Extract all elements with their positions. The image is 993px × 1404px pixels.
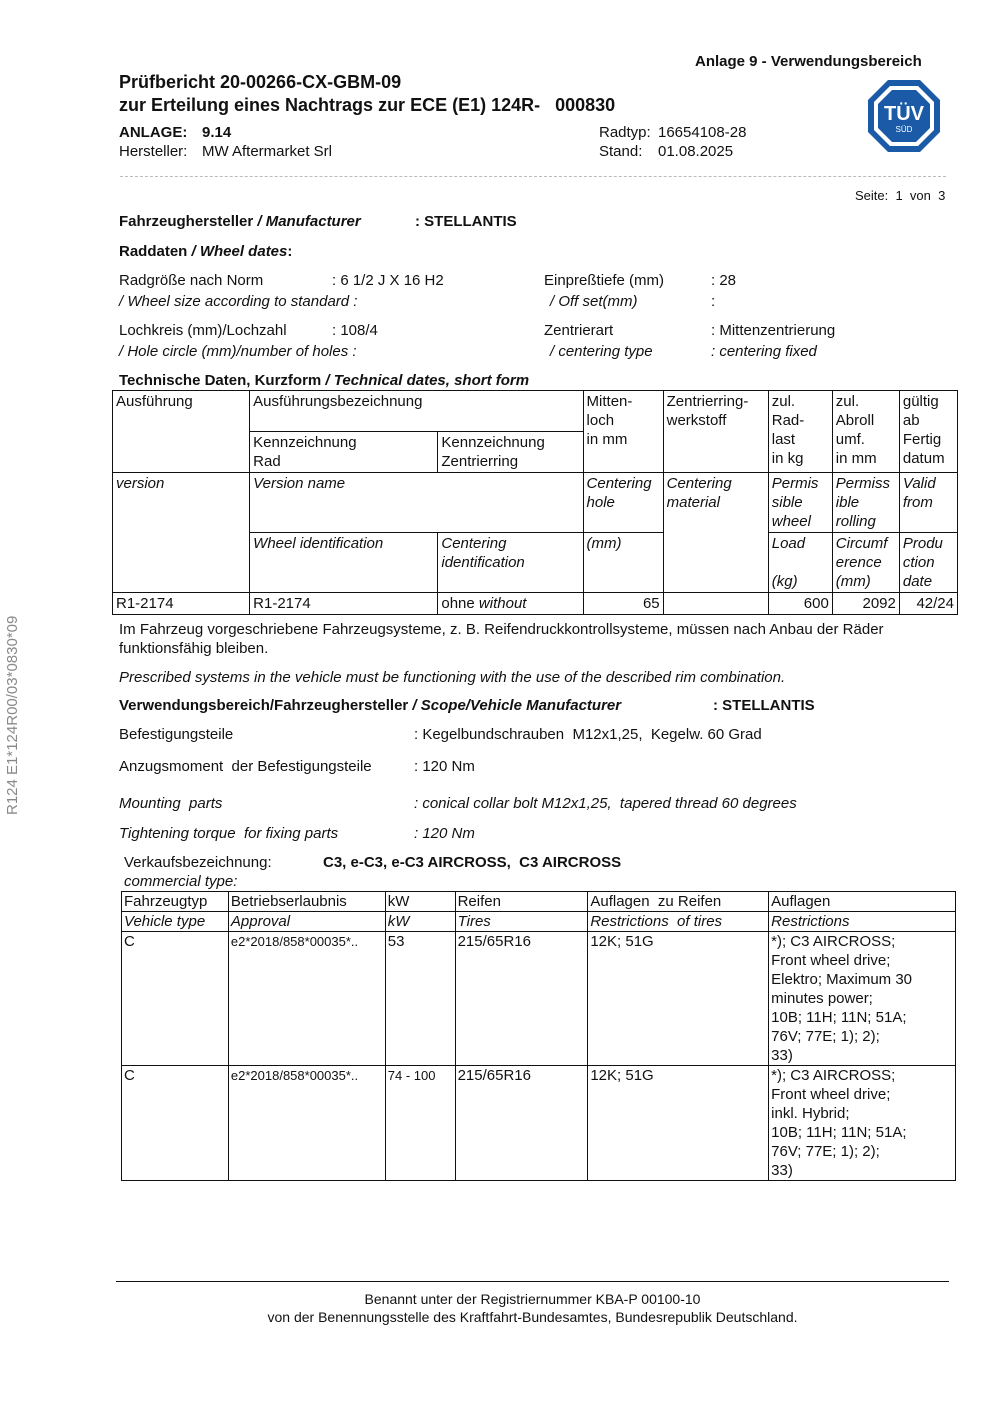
note-de: Im Fahrzeug vorgeschriebene Fahrzeugsysteme, z. B. Reifendruckkontrollsysteme, müssen nach Anbau der Räder funktionsfähig bleiben. [119,621,884,657]
tech-title-de: Technische Daten, Kurzform [119,372,322,389]
cell-typ: C [122,932,229,1066]
th-mittenloch: Mitten- loch in mm [583,391,663,473]
cell-tires: 215/65R16 [455,932,588,1066]
raddaten-title [119,243,292,260]
mounting-value: : conical collar bolt M12x1,25, tapered thread 60 degrees [414,795,797,812]
hersteller-label: Hersteller: [119,143,188,160]
raddaten-title-de: Raddaten [119,243,188,260]
cell-tires: 215/65R16 [455,1066,588,1181]
technical-data-table [112,390,958,615]
radgroesse-value: : 6 1/2 J X 16 H2 [332,272,444,289]
th-gueltig: gültig ab Fertig datum [899,391,957,473]
manufacturer-value: : STELLANTIS [415,213,517,230]
eh-mm: (mm) [583,533,663,593]
side-approval-code: R124 E1*124R00/03*0830*09 [4,615,21,815]
scope-label [119,697,621,714]
stand-value: 01.08.2025 [658,143,734,160]
cell-restrictions: *); C3 AIRCROSS; Front wheel drive; inkl. Hybrid; 10B; 11H; 11N; 51A; 76V; 77E; 1); 2); 33) [769,1066,956,1181]
anlage-value: 9.14 [202,124,232,141]
tightening-label: Tightening torque for fixing parts [119,825,339,842]
zentrier-label: Zentrierart [544,322,614,339]
tuv-sud-logo-icon [866,78,942,154]
eh-valid: Valid from [899,473,957,533]
cell-typ: C [122,1066,229,1181]
th-kennzeichnung-rad: Kennzeichnung Rad [250,432,438,473]
radtyp-label: Radtyp: [599,124,651,141]
th-radlast: zul. Rad- last in kg [768,391,832,473]
manufacturer-label-de: Fahrzeughersteller [119,213,254,230]
vh-kw: kW [385,892,455,912]
logo-sub: SÜD [895,125,913,134]
zentrier-value: : Mittenzentrierung [711,322,836,339]
th-ausfuehrung: Ausführung [113,391,250,473]
header-divider [120,176,946,177]
vh-fahrzeugtyp: Fahrzeugtyp [122,892,229,912]
vh-tires: Tires [455,912,588,932]
footer-divider [116,1281,949,1282]
th-abrollumfang: zul. Abroll umf. in mm [832,391,899,473]
cell-tire-restrictions: 12K; 51G [588,932,769,1066]
cell-approval: e2*2018/858*00035*.. [228,1066,385,1181]
tightening-value: : 120 Nm [414,825,475,842]
scope-label-de: Verwendungsbereich/Fahrzeughersteller [119,697,409,714]
anlage-title: Anlage 9 - Verwendungsbereich [695,53,922,70]
zentrier-value-en: : centering fixed [711,343,817,360]
anlage-label: ANLAGE: [119,124,188,141]
lochkreis-label: Lochkreis (mm)/Lochzahl [119,322,287,339]
scope-value: : STELLANTIS [713,697,815,714]
anzug-label: Anzugsmoment der Befestigungsteile [119,758,372,775]
table-row [122,1066,956,1181]
tech-title-en: / Technical dates, short form [321,372,530,389]
page-number: Seite: 1 von 3 [855,188,946,203]
th-zentrierwerkstoff: Zentrierring- werkstoff [663,391,768,473]
einpress-value-en: : [711,293,716,310]
th-kennzeichnung-zentrierring: Kennzeichnung Zentrierring [438,432,583,473]
cell-restrictions: *); C3 AIRCROSS; Front wheel drive; Elektro; Maximum 30 minutes power; 10B; 11H; 11N; 51A; 76V; 77E; 1); 2); 33) [769,932,956,1066]
lochkreis-label-en: / Hole circle (mm)/number of holes : [119,343,357,360]
sales-value: C3, e-C3, e-C3 AIRCROSS, C3 AIRCROSS [323,854,622,871]
einpress-label-en: / Off set(mm) [550,293,638,310]
vh-approval: Approval [228,912,385,932]
cell-werkstoff [663,593,768,615]
report-title: Prüfbericht 20-00266-CX-GBM-09 [119,72,402,92]
eh-production-date: Produ ction date [899,533,957,593]
vh-vehicle-type: Vehicle type [122,912,229,932]
cell-tire-restrictions: 12K; 51G [588,1066,769,1181]
manufacturer-label-en: / Manufacturer [253,213,361,230]
vh-restrictions: Restrictions [769,912,956,932]
befestigung-label: Befestigungsteile [119,726,234,743]
vh-kw-en: kW [385,912,455,932]
cell-zentrierring [438,593,583,615]
eh-version-name: Version name [250,473,583,533]
table-row [122,932,956,1066]
sales-label: Verkaufsbezeichnung: [124,854,272,871]
vh-auflagen-reifen: Auflagen zu Reifen [588,892,769,912]
cell-kw: 74 - 100 [385,1066,455,1181]
eh-centering-hole: Centering hole [583,473,663,533]
eh-permissible-load: Permis sible wheel [768,473,832,533]
einpress-label: Einpreßtiefe (mm) [544,272,665,289]
cell-zentrierring-de: ohne [441,595,479,612]
zentrier-label-en: / centering type [550,343,653,360]
radgroesse-label: Radgröße nach Norm [119,272,264,289]
th-bezeichnung: Ausführungsbezeichnung [250,391,583,432]
eh-load-kg: Load (kg) [768,533,832,593]
vehicle-table [121,891,956,1181]
manufacturer-label [119,213,361,230]
raddaten-title-en: / Wheel dates [187,243,288,260]
stand-label: Stand: [599,143,643,160]
table-row [113,593,958,615]
cell-zentrierring-en: without [478,595,527,612]
einpress-value: : 28 [711,272,737,289]
eh-centering-material: Centering material [663,473,768,593]
cell-radlast: 600 [768,593,832,615]
eh-version: version [113,473,250,593]
cell-ausfuehrung: R1-2174 [113,593,250,615]
vh-reifen: Reifen [455,892,588,912]
eh-circumference: Circumf erence (mm) [832,533,899,593]
footer-line-2: von der Benennungsstelle des Kraftfahrt-Bundesamtes, Bundesrepublik Deutschland. [267,1309,798,1325]
befestigung-value: : Kegelbundschrauben M12x1,25, Kegelw. 60 Grad [414,726,762,743]
scope-label-en: / Scope/Vehicle Manufacturer [408,697,622,714]
eh-permissible-rolling: Permiss ible rolling [832,473,899,533]
cell-abrollumfang: 2092 [832,593,899,615]
radtyp-value: 16654108-28 [658,124,747,141]
lochkreis-value: : 108/4 [332,322,378,339]
cell-kw: 53 [385,932,455,1066]
hersteller-value: MW Aftermarket Srl [202,143,333,160]
vh-auflagen: Auflagen [769,892,956,912]
raddaten-title-colon: : [287,243,293,260]
cell-gueltig: 42/24 [899,593,957,615]
eh-centering-identification: Centering identification [438,533,583,593]
note-en: Prescribed systems in the vehicle must be functioning with the use of the described rim combination. [119,669,786,686]
anzug-value: : 120 Nm [414,758,475,775]
cell-approval: e2*2018/858*00035*.. [228,932,385,1066]
logo-text: TÜV [884,103,924,125]
vh-betriebserlaubnis: Betriebserlaubnis [228,892,385,912]
cell-mittenloch: 65 [583,593,663,615]
mounting-label: Mounting parts [119,795,223,812]
eh-wheel-identification: Wheel identification [250,533,438,593]
footer-line-1: Benannt unter der Registriernummer KBA-P 00100-10 [364,1291,701,1307]
sales-label-en: commercial type: [124,873,238,890]
radgroesse-label-en: / Wheel size according to standard : [119,293,358,310]
report-subtitle: zur Erteilung eines Nachtrags zur ECE (E1) 124R- 000830 [119,95,616,115]
vh-restrictions-tires: Restrictions of tires [588,912,769,932]
cell-rad: R1-2174 [250,593,438,615]
tech-title [119,372,529,389]
